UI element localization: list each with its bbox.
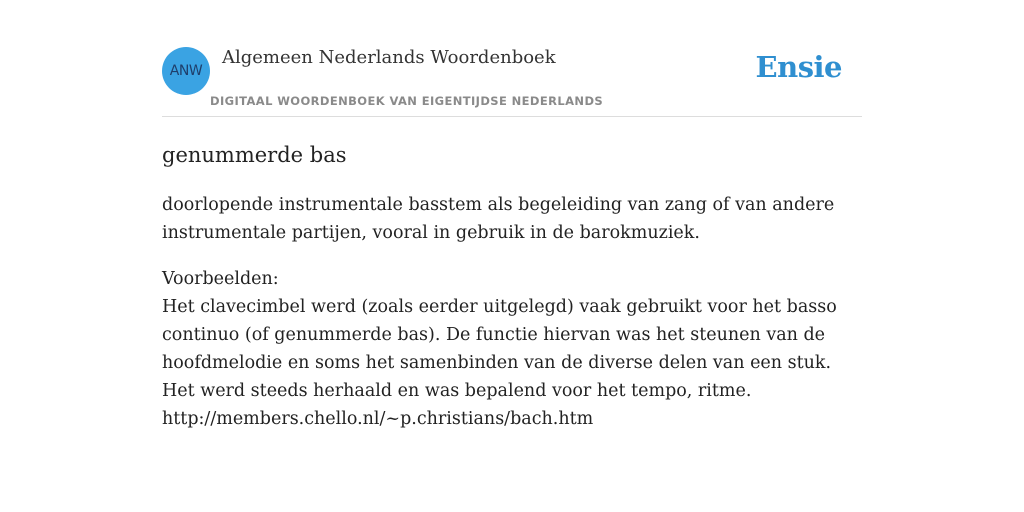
example-text: Het clavecimbel werd (zoals eerder uitgelegd) vaak gebruikt voor het basso continuo (of genummerde bas). De functie hiervan was het steunen van de hoofdmelodie en soms het samenbinden van de diverse delen van een stuk. Het werd steeds herhaald en was bepalend voor het tempo, ritme. bbox=[162, 297, 837, 401]
logo-text: ANW bbox=[169, 63, 203, 79]
source-title[interactable]: Algemeen Nederlands Woordenboek bbox=[222, 47, 556, 68]
examples-section bbox=[162, 265, 862, 433]
source-header bbox=[162, 44, 862, 117]
entry-definition: doorlopende instrumentale basstem als begeleiding van zang of van andere instrumentale partijen, vooral in gebruik in de barokmuziek. bbox=[162, 195, 835, 243]
anw-logo-icon[interactable] bbox=[162, 47, 210, 95]
examples-label: Voorbeelden: bbox=[162, 269, 279, 289]
example-source: http://members.chello.nl/~p.christians/bach.htm bbox=[162, 409, 594, 429]
entry-card bbox=[162, 44, 862, 433]
entry-term: genummerde bas bbox=[162, 143, 347, 167]
source-subtitle: DIGITAAL WOORDENBOEK VAN EIGENTIJDSE NEDERLANDS bbox=[210, 94, 604, 108]
ensie-brand-link[interactable]: Ensie bbox=[755, 50, 842, 84]
